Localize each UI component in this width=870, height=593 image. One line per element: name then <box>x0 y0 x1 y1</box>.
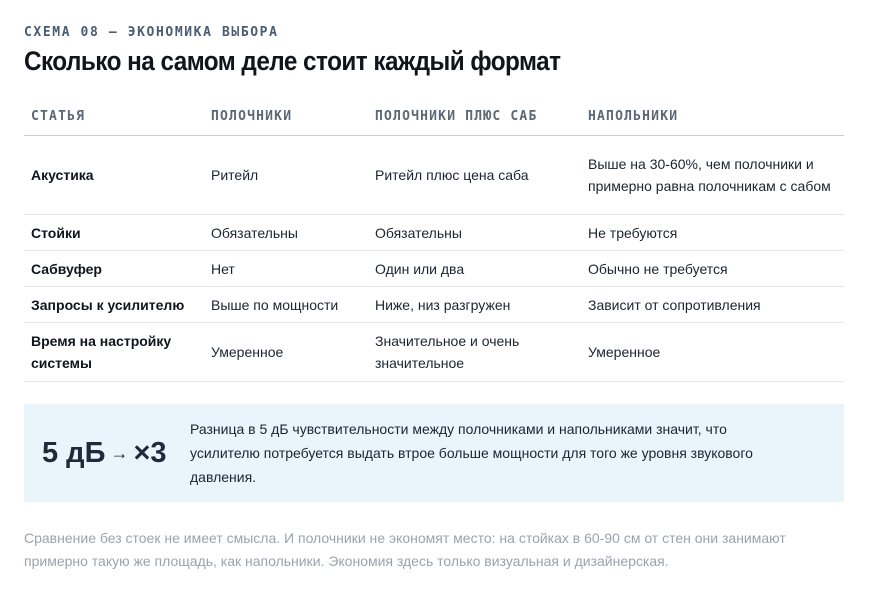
table-row <box>24 287 844 323</box>
callout-box <box>24 404 844 502</box>
row-label: Сабвуфер <box>24 251 204 287</box>
callout-result: ×3 <box>133 436 167 469</box>
table-cell: Ритейл плюс цена саба <box>368 136 581 215</box>
table-cell: Обычно не требуется <box>581 251 844 287</box>
callout-text: Разница в 5 дБ чувствительности между полочниками и напольниками значит, что усилителю потребуется выдать втрое больше мощности для того же уровня звукового давления. <box>190 421 753 485</box>
table-cell: Обязательны <box>204 215 368 251</box>
table-header-row <box>24 98 844 136</box>
arrow-right-icon: → <box>110 442 129 463</box>
table-cell: Выше по мощности <box>204 287 368 323</box>
table-row <box>24 215 844 251</box>
table-row <box>24 323 844 382</box>
table-cell: Нет <box>204 251 368 287</box>
footer-note: Сравнение без стоек не имеет смысла. И полочники не экономят место: на стойках в 60-90 см от стен они занимают примерно такую же площадь, как напольники. Экономия здесь только визуальная и дизайнерская. <box>24 530 786 569</box>
column-header-bookshelf-sub: ПОЛОЧНИКИ ПЛЮС САБ <box>368 98 581 136</box>
row-label: Стойки <box>24 215 204 251</box>
row-label: Время на настройку системы <box>24 323 204 382</box>
table-cell: Умеренное <box>581 323 844 382</box>
callout-value: 5 дБ <box>42 436 106 469</box>
table-cell: Ниже, низ разгружен <box>368 287 581 323</box>
table-cell: Выше на 30-60%, чем полочники и примерно равна полочникам с сабом <box>581 136 844 215</box>
table-cell: Обязательны <box>368 215 581 251</box>
page-title: Сколько на самом деле стоит каждый формат <box>24 46 561 76</box>
comparison-table <box>24 98 844 382</box>
column-header-floorstanding: НАПОЛЬНИКИ <box>581 98 844 136</box>
callout-figure <box>24 437 190 470</box>
row-label: Запросы к усилителю <box>24 287 204 323</box>
table-cell: Зависит от сопротивления <box>581 287 844 323</box>
column-header-bookshelf: ПОЛОЧНИКИ <box>204 98 368 136</box>
table-row <box>24 136 844 215</box>
table-cell: Умеренное <box>204 323 368 382</box>
table-cell: Значительное и очень значительное <box>368 323 581 382</box>
table-cell: Один или два <box>368 251 581 287</box>
section-eyebrow: СХЕМА 08 — ЭКОНОМИКА ВЫБОРА <box>24 25 279 40</box>
table-cell: Не требуются <box>581 215 844 251</box>
column-header-item: СТАТЬЯ <box>24 98 204 136</box>
table-cell: Ритейл <box>204 136 368 215</box>
row-label: Акустика <box>24 136 204 215</box>
table-row <box>24 251 844 287</box>
